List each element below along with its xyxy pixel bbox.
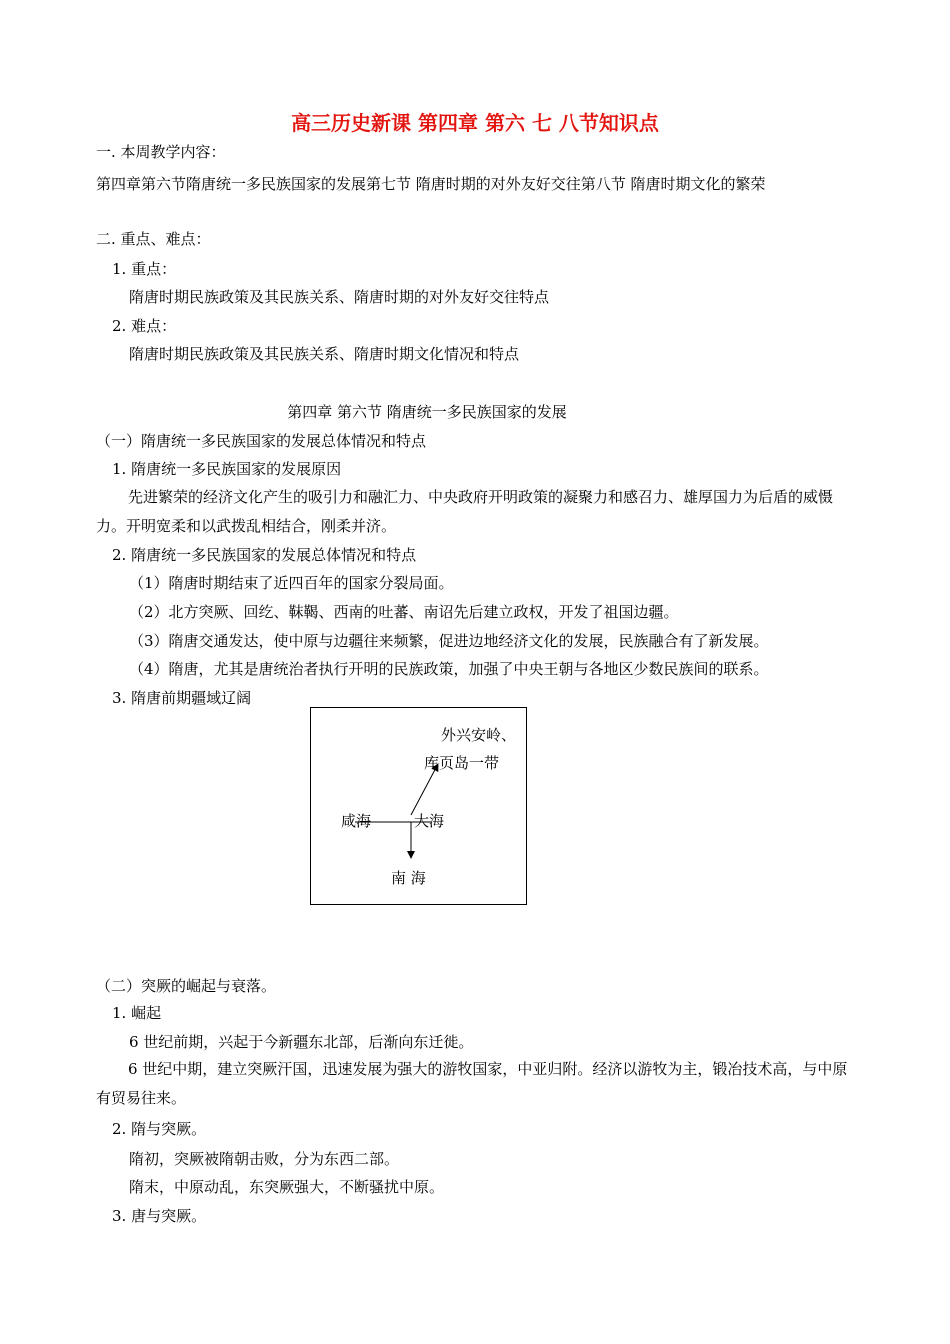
part-1-point-1-title: 1. 隋唐统一多民族国家的发展原因	[112, 460, 342, 478]
part-1-point-2-title: 2. 隋唐统一多民族国家的发展总体情况和特点	[112, 546, 417, 564]
part-2-point-1-title: 1. 崛起	[112, 1004, 162, 1022]
key-points-label: 1. 重点：	[112, 260, 177, 278]
part-1-item-1: （1）隋唐时期结束了近四百年的国家分裂局面。	[129, 574, 454, 592]
chapter-heading: 第四章 第六节 隋唐统一多民族国家的发展	[287, 403, 567, 421]
east-label: 大海	[414, 812, 445, 830]
part-2-point-3-title: 3. 唐与突厥。	[112, 1207, 207, 1225]
northeast-label-1: 外兴安岭、	[441, 726, 517, 744]
section-1-content: 第四章第六节隋唐统一多民族国家的发展第七节 隋唐时期的对外友好交往第八节 隋唐时期文化的繁荣	[96, 175, 766, 193]
key-points-text: 隋唐时期民族政策及其民族关系、隋唐时期的对外友好交往特点	[129, 288, 550, 306]
part-2-point-1-text-1: 6 世纪前期，兴起于今新疆东北部，后渐向东迁徙。	[129, 1033, 474, 1051]
northeast-label-2: 库页岛一带	[424, 754, 500, 772]
west-label: 咸海	[341, 812, 372, 830]
section-1-heading: 一. 本周教学内容：	[96, 143, 226, 161]
part-2-point-2-title: 2. 隋与突厥。	[112, 1120, 207, 1138]
part-2-heading: （二）突厥的崛起与衰落。	[96, 977, 277, 995]
part-1-point-1-text: 先进繁荣的经济文化产生的吸引力和融汇力、中央政府开明政策的凝聚力和感召力、雄厚国力为后盾的威慑力。开明宽柔和以武拨乱相结合，刚柔并济。	[96, 488, 834, 535]
part-2-point-2-text-1: 隋初，突厥被隋朝击败，分为东西二部。	[129, 1150, 400, 1168]
territory-diagram	[310, 707, 527, 905]
part-1-item-3: （3）隋唐交通发达，使中原与边疆往来频繁，促进边地经济文化的发展，民族融合有了新发展。	[129, 632, 769, 650]
part-1-item-4: （4）隋唐，尤其是唐统治者执行开明的民族政策，加强了中央王朝与各地区少数民族间的联系。	[129, 660, 769, 678]
part-1-point-3-title: 3. 隋唐前期疆域辽阔	[112, 689, 252, 707]
part-2-point-2-text-2: 隋末，中原动乱，东突厥强大，不断骚扰中原。	[129, 1178, 445, 1196]
part-1-item-2: （2）北方突厥、回纥、靺鞨、西南的吐蕃、南诏先后建立政权，开发了祖国边疆。	[129, 603, 679, 621]
difficult-points-text: 隋唐时期民族政策及其民族关系、隋唐时期文化情况和特点	[129, 345, 520, 363]
part-2-point-1-text-2: 6 世纪中期，建立突厥汗国，迅速发展为强大的游牧国家，中亚归附。经济以游牧为主，锻冶技术高，与中原有贸易往来。	[96, 1060, 848, 1107]
part-1-heading: （一）隋唐统一多民族国家的发展总体情况和特点	[96, 432, 427, 450]
section-2-heading: 二. 重点、难点：	[96, 230, 211, 248]
document-title: 高三历史新课 第四章 第六 七 八节知识点	[291, 111, 659, 135]
south-label: 南 海	[391, 869, 426, 887]
difficult-points-label: 2. 难点：	[112, 317, 177, 335]
